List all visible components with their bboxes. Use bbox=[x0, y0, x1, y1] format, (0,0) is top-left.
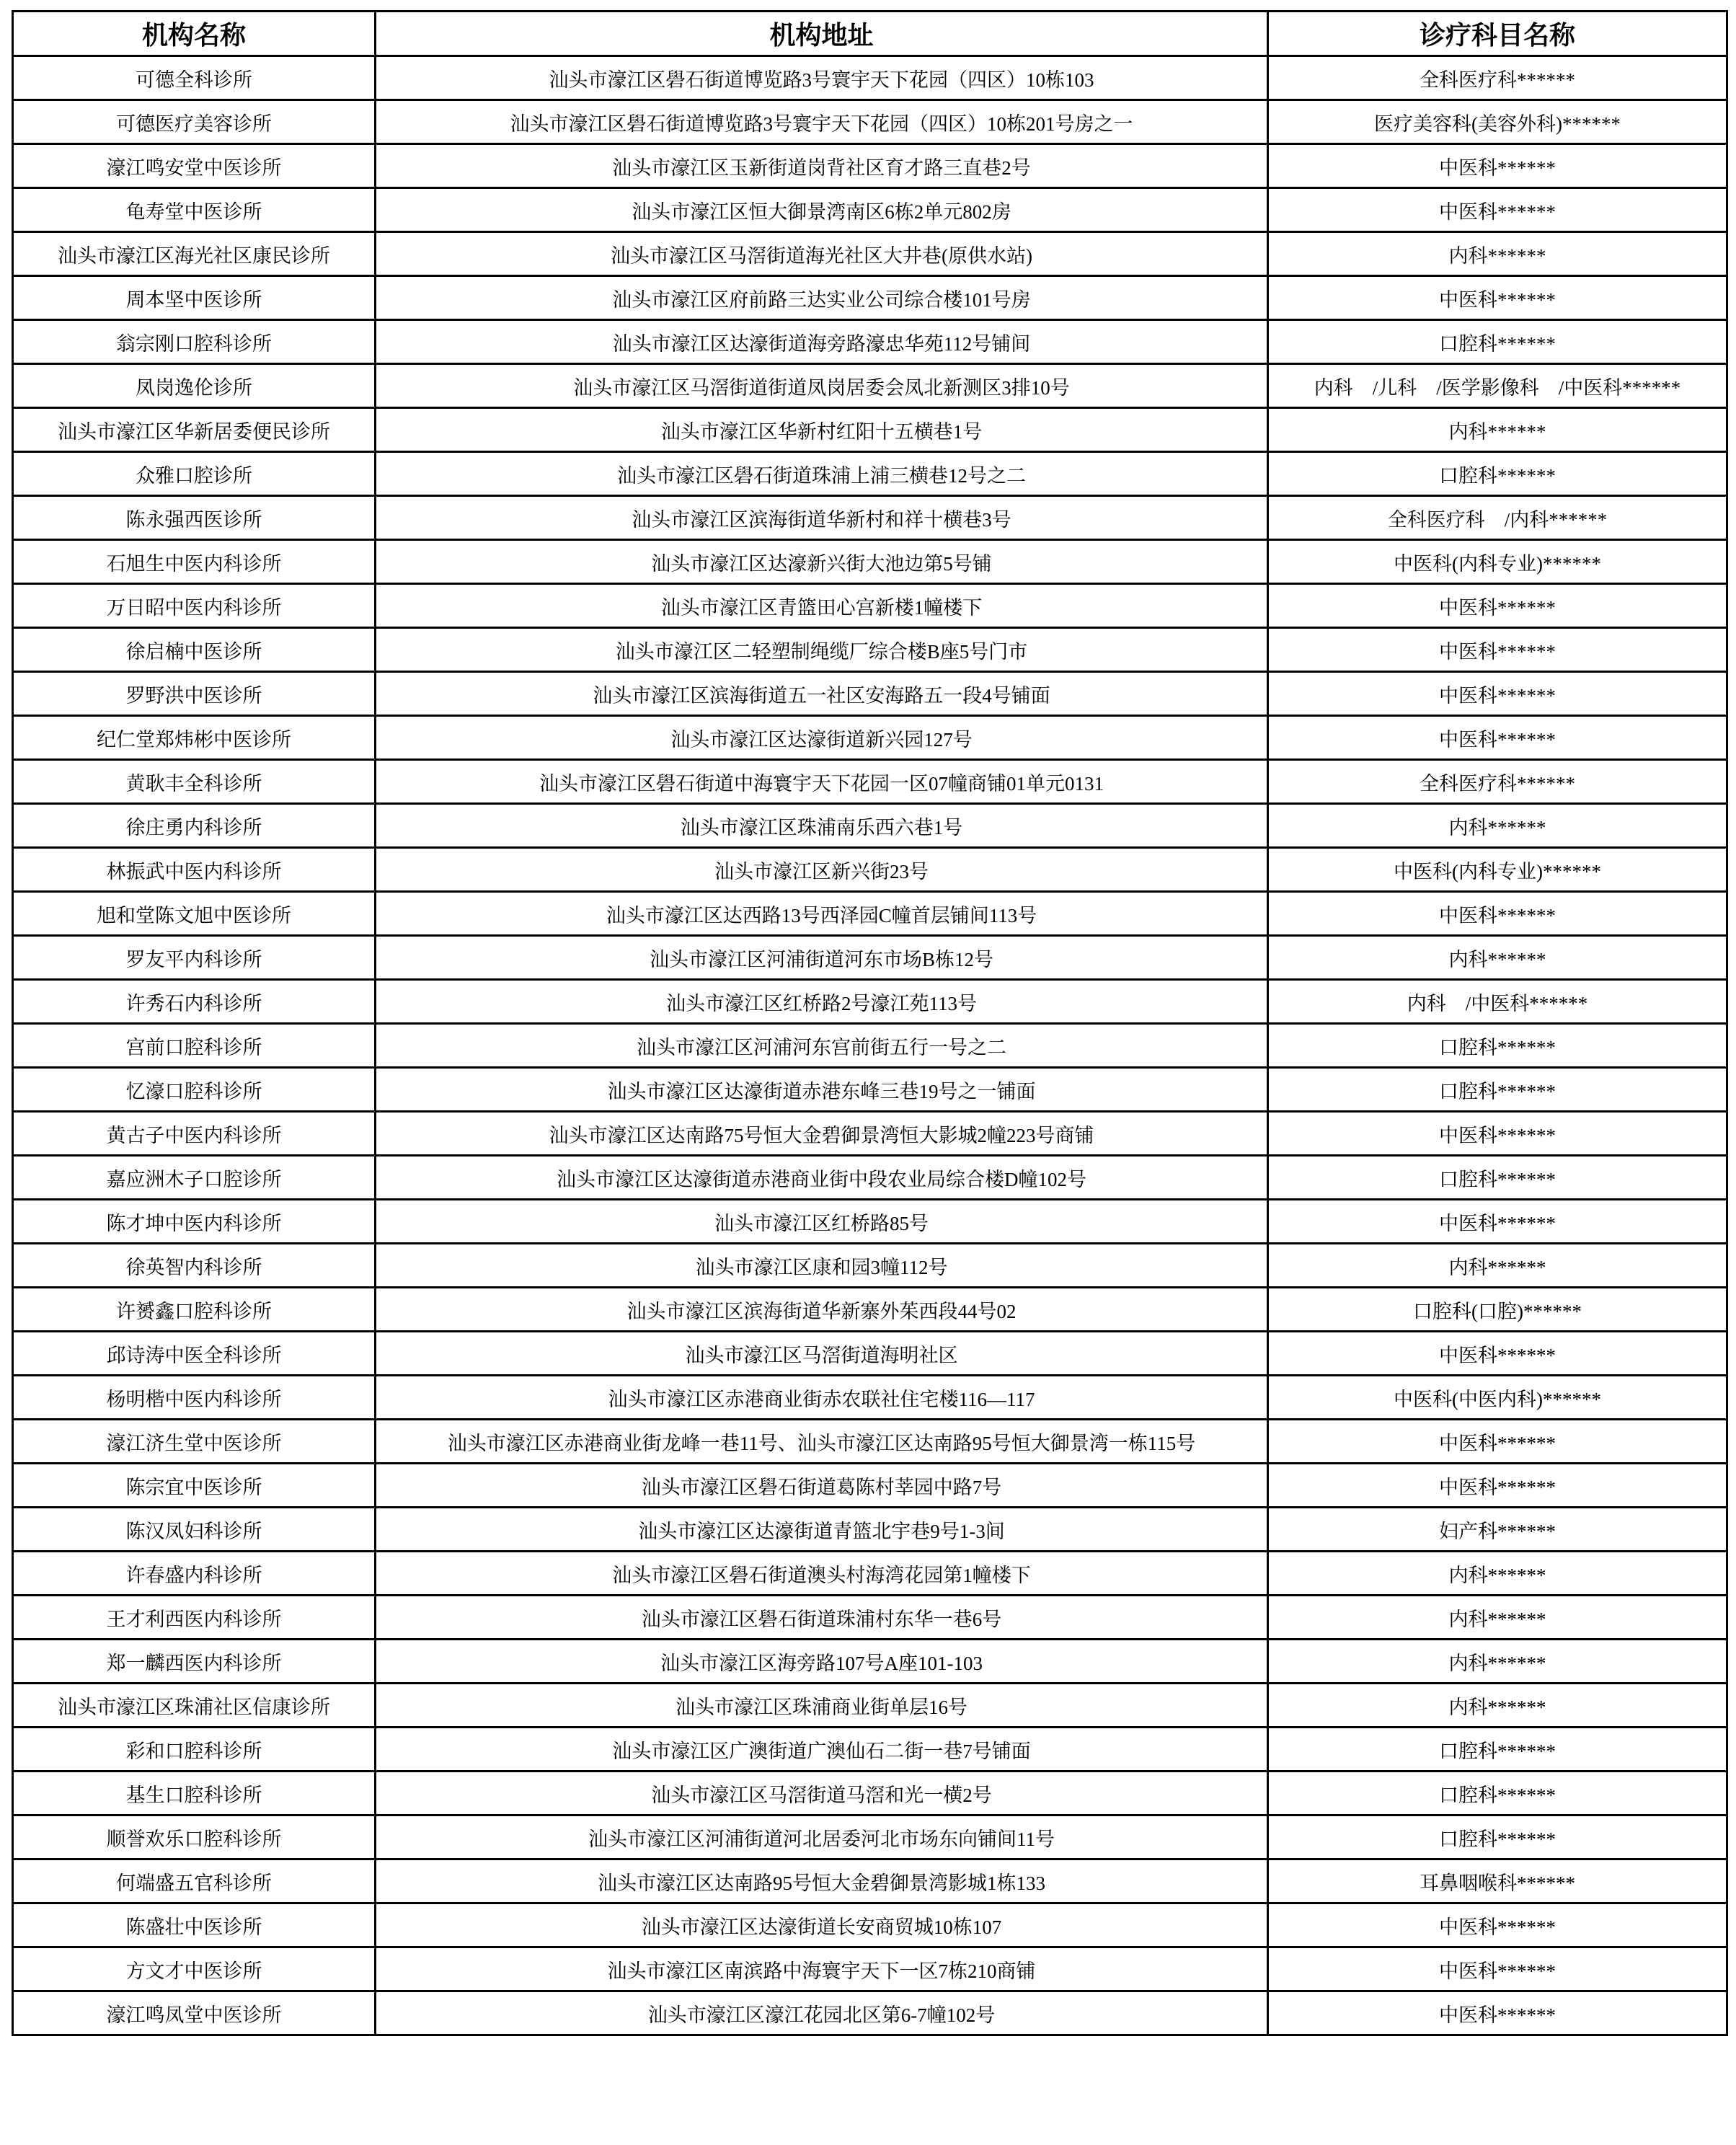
institution-name-cell: 纪仁堂郑炜彬中医诊所 bbox=[13, 716, 376, 760]
institution-name-cell: 郑一麟西医内科诊所 bbox=[13, 1640, 376, 1684]
department-cell: 口腔科(口腔)****** bbox=[1268, 1288, 1727, 1332]
institution-address-cell: 汕头市濠江区达濠街道长安商贸城10栋107 bbox=[376, 1903, 1268, 1947]
institution-address-cell: 汕头市濠江区红桥路2号濠江苑113号 bbox=[376, 980, 1268, 1024]
table-row bbox=[13, 1024, 1727, 1068]
institution-name-cell: 彩和口腔科诊所 bbox=[13, 1728, 376, 1772]
table-row bbox=[13, 540, 1727, 584]
department-cell: 中医科****** bbox=[1268, 188, 1727, 232]
institution-address-cell: 汕头市濠江区赤港商业街龙峰一巷11号、汕头市濠江区达南路95号恒大御景湾一栋115号 bbox=[376, 1420, 1268, 1464]
institution-address-cell: 汕头市濠江区马滘街道街道凤岗居委会凤北新测区3排10号 bbox=[376, 364, 1268, 408]
department-cell: 中医科****** bbox=[1268, 1947, 1727, 1991]
institution-name-cell: 濠江济生堂中医诊所 bbox=[13, 1420, 376, 1464]
department-cell: 内科 /儿科 /医学影像科 /中医科****** bbox=[1268, 364, 1727, 408]
department-cell: 内科****** bbox=[1268, 804, 1727, 848]
institution-name-cell: 陈才坤中医内科诊所 bbox=[13, 1200, 376, 1244]
institution-address-cell: 汕头市濠江区达西路13号西泽园C幢首层铺间113号 bbox=[376, 892, 1268, 936]
table-row bbox=[13, 1772, 1727, 1815]
table-row bbox=[13, 1947, 1727, 1991]
institution-address-cell: 汕头市濠江区广澳街道广澳仙石二街一巷7号铺面 bbox=[376, 1728, 1268, 1772]
table-body bbox=[13, 56, 1727, 2035]
department-cell: 内科****** bbox=[1268, 408, 1727, 452]
department-cell: 口腔科****** bbox=[1268, 452, 1727, 496]
department-cell: 口腔科****** bbox=[1268, 1772, 1727, 1815]
department-cell: 中医科(内科专业)****** bbox=[1268, 848, 1727, 892]
table-row bbox=[13, 276, 1727, 320]
department-cell: 全科医疗科****** bbox=[1268, 56, 1727, 100]
table-row bbox=[13, 1640, 1727, 1684]
institution-name-cell: 黄古子中医内科诊所 bbox=[13, 1112, 376, 1156]
institution-address-cell: 汕头市濠江区河浦街道河东市场B栋12号 bbox=[376, 936, 1268, 980]
table-row bbox=[13, 188, 1727, 232]
table-row bbox=[13, 1991, 1727, 2035]
institution-name-cell: 汕头市濠江区珠浦社区信康诊所 bbox=[13, 1684, 376, 1728]
institution-address-cell: 汕头市濠江区华新村红阳十五横巷1号 bbox=[376, 408, 1268, 452]
institution-address-cell: 汕头市濠江区濠江花园北区第6-7幢102号 bbox=[376, 1991, 1268, 2035]
institution-address-cell: 汕头市濠江区礐石街道澳头村海湾花园第1幢楼下 bbox=[376, 1552, 1268, 1596]
institution-address-cell: 汕头市濠江区河浦河东宫前街五行一号之二 bbox=[376, 1024, 1268, 1068]
department-cell: 内科****** bbox=[1268, 1684, 1727, 1728]
institution-name-cell: 王才利西医内科诊所 bbox=[13, 1596, 376, 1640]
table-row bbox=[13, 496, 1727, 540]
institution-name-cell: 濠江鸣凤堂中医诊所 bbox=[13, 1991, 376, 2035]
institution-address-cell: 汕头市濠江区滨海街道华新村和祥十横巷3号 bbox=[376, 496, 1268, 540]
table-row bbox=[13, 364, 1727, 408]
department-cell: 中医科****** bbox=[1268, 584, 1727, 628]
table-row bbox=[13, 1815, 1727, 1859]
institution-name-cell: 邱诗涛中医全科诊所 bbox=[13, 1332, 376, 1376]
institution-name-cell: 罗野洪中医诊所 bbox=[13, 672, 376, 716]
clinic-table bbox=[12, 10, 1728, 2036]
institution-address-cell: 汕头市濠江区珠浦商业街单层16号 bbox=[376, 1684, 1268, 1728]
header-institution-name: 机构名称 bbox=[13, 12, 376, 56]
institution-address-cell: 汕头市濠江区马滘街道马滘和光一横2号 bbox=[376, 1772, 1268, 1815]
institution-address-cell: 汕头市濠江区玉新街道岗背社区育才路三直巷2号 bbox=[376, 144, 1268, 188]
institution-address-cell: 汕头市濠江区珠浦南乐西六巷1号 bbox=[376, 804, 1268, 848]
table-row bbox=[13, 1156, 1727, 1200]
institution-name-cell: 许赟鑫口腔科诊所 bbox=[13, 1288, 376, 1332]
department-cell: 医疗美容科(美容外科)****** bbox=[1268, 100, 1727, 144]
table-row bbox=[13, 1508, 1727, 1552]
institution-address-cell: 汕头市濠江区礐石街道珠浦村东华一巷6号 bbox=[376, 1596, 1268, 1640]
department-cell: 中医科****** bbox=[1268, 892, 1727, 936]
institution-address-cell: 汕头市濠江区达南路75号恒大金碧御景湾恒大影城2幢223号商铺 bbox=[376, 1112, 1268, 1156]
institution-name-cell: 可德医疗美容诊所 bbox=[13, 100, 376, 144]
table-row bbox=[13, 1552, 1727, 1596]
institution-address-cell: 汕头市濠江区礐石街道葛陈村莘园中路7号 bbox=[376, 1464, 1268, 1508]
institution-name-cell: 陈盛壮中医诊所 bbox=[13, 1903, 376, 1947]
header-department-name: 诊疗科目名称 bbox=[1268, 12, 1727, 56]
table-row bbox=[13, 628, 1727, 672]
table-row bbox=[13, 1596, 1727, 1640]
department-cell: 口腔科****** bbox=[1268, 1156, 1727, 1200]
institution-address-cell: 汕头市濠江区海旁路107号A座101-103 bbox=[376, 1640, 1268, 1684]
institution-name-cell: 汕头市濠江区海光社区康民诊所 bbox=[13, 232, 376, 276]
table-row bbox=[13, 1068, 1727, 1112]
department-cell: 中医科(内科专业)****** bbox=[1268, 540, 1727, 584]
institution-address-cell: 汕头市濠江区马滘街道海光社区大井巷(原供水站) bbox=[376, 232, 1268, 276]
table-row bbox=[13, 892, 1727, 936]
institution-address-cell: 汕头市濠江区礐石街道博览路3号寰宇天下花园（四区）10栋103 bbox=[376, 56, 1268, 100]
table-row bbox=[13, 672, 1727, 716]
institution-address-cell: 汕头市濠江区府前路三达实业公司综合楼101号房 bbox=[376, 276, 1268, 320]
department-cell: 内科****** bbox=[1268, 1552, 1727, 1596]
institution-name-cell: 万日昭中医内科诊所 bbox=[13, 584, 376, 628]
department-cell: 中医科****** bbox=[1268, 628, 1727, 672]
table-row bbox=[13, 584, 1727, 628]
institution-name-cell: 林振武中医内科诊所 bbox=[13, 848, 376, 892]
department-cell: 妇产科****** bbox=[1268, 1508, 1727, 1552]
institution-name-cell: 许春盛内科诊所 bbox=[13, 1552, 376, 1596]
institution-address-cell: 汕头市濠江区达濠街道新兴园127号 bbox=[376, 716, 1268, 760]
table-row bbox=[13, 56, 1727, 100]
institution-name-cell: 陈永强西医诊所 bbox=[13, 496, 376, 540]
institution-name-cell: 忆濠口腔科诊所 bbox=[13, 1068, 376, 1112]
table-row bbox=[13, 452, 1727, 496]
table-row bbox=[13, 1112, 1727, 1156]
table-row bbox=[13, 1903, 1727, 1947]
table-row bbox=[13, 848, 1727, 892]
institution-name-cell: 基生口腔科诊所 bbox=[13, 1772, 376, 1815]
department-cell: 中医科****** bbox=[1268, 1112, 1727, 1156]
department-cell: 耳鼻咽喉科****** bbox=[1268, 1859, 1727, 1903]
institution-name-cell: 顺誉欢乐口腔科诊所 bbox=[13, 1815, 376, 1859]
institution-name-cell: 众雅口腔诊所 bbox=[13, 452, 376, 496]
department-cell: 内科****** bbox=[1268, 1596, 1727, 1640]
institution-name-cell: 陈宗宜中医诊所 bbox=[13, 1464, 376, 1508]
department-cell: 口腔科****** bbox=[1268, 1815, 1727, 1859]
department-cell: 内科****** bbox=[1268, 1244, 1727, 1288]
institution-name-cell: 汕头市濠江区华新居委便民诊所 bbox=[13, 408, 376, 452]
department-cell: 内科 /中医科****** bbox=[1268, 980, 1727, 1024]
department-cell: 内科****** bbox=[1268, 936, 1727, 980]
institution-name-cell: 石旭生中医内科诊所 bbox=[13, 540, 376, 584]
table-row bbox=[13, 936, 1727, 980]
institution-address-cell: 汕头市濠江区礐石街道博览路3号寰宇天下花园（四区）10栋201号房之一 bbox=[376, 100, 1268, 144]
institution-name-cell: 龟寿堂中医诊所 bbox=[13, 188, 376, 232]
institution-name-cell: 罗友平内科诊所 bbox=[13, 936, 376, 980]
institution-address-cell: 汕头市濠江区达南路95号恒大金碧御景湾影城1栋133 bbox=[376, 1859, 1268, 1903]
table-row bbox=[13, 1200, 1727, 1244]
institution-address-cell: 汕头市濠江区马滘街道海明社区 bbox=[376, 1332, 1268, 1376]
institution-address-cell: 汕头市濠江区青篮田心宫新楼1幢楼下 bbox=[376, 584, 1268, 628]
table-row bbox=[13, 1684, 1727, 1728]
department-cell: 中医科****** bbox=[1268, 1332, 1727, 1376]
table-row bbox=[13, 144, 1727, 188]
institution-address-cell: 汕头市濠江区达濠新兴街大池边第5号铺 bbox=[376, 540, 1268, 584]
institution-address-cell: 汕头市濠江区新兴街23号 bbox=[376, 848, 1268, 892]
department-cell: 中医科****** bbox=[1268, 672, 1727, 716]
department-cell: 中医科****** bbox=[1268, 1903, 1727, 1947]
institution-name-cell: 杨明楷中医内科诊所 bbox=[13, 1376, 376, 1420]
institution-name-cell: 周本坚中医诊所 bbox=[13, 276, 376, 320]
institution-name-cell: 陈汉凤妇科诊所 bbox=[13, 1508, 376, 1552]
department-cell: 全科医疗科****** bbox=[1268, 760, 1727, 804]
department-cell: 口腔科****** bbox=[1268, 320, 1727, 364]
table-row bbox=[13, 1464, 1727, 1508]
department-cell: 中医科****** bbox=[1268, 1200, 1727, 1244]
table-row bbox=[13, 1859, 1727, 1903]
department-cell: 口腔科****** bbox=[1268, 1024, 1727, 1068]
institution-address-cell: 汕头市濠江区礐石街道珠浦上浦三横巷12号之二 bbox=[376, 452, 1268, 496]
institution-name-cell: 旭和堂陈文旭中医诊所 bbox=[13, 892, 376, 936]
department-cell: 全科医疗科 /内科****** bbox=[1268, 496, 1727, 540]
table-row bbox=[13, 1332, 1727, 1376]
institution-address-cell: 汕头市濠江区滨海街道五一社区安海路五一段4号铺面 bbox=[376, 672, 1268, 716]
department-cell: 内科****** bbox=[1268, 232, 1727, 276]
table-row bbox=[13, 408, 1727, 452]
table-row bbox=[13, 1244, 1727, 1288]
table-row bbox=[13, 804, 1727, 848]
table-row bbox=[13, 1420, 1727, 1464]
department-cell: 中医科****** bbox=[1268, 716, 1727, 760]
institution-address-cell: 汕头市濠江区恒大御景湾南区6栋2单元802房 bbox=[376, 188, 1268, 232]
department-cell: 内科****** bbox=[1268, 1640, 1727, 1684]
institution-address-cell: 汕头市濠江区二轻塑制绳缆厂综合楼B座5号门市 bbox=[376, 628, 1268, 672]
institution-address-cell: 汕头市濠江区礐石街道中海寰宇天下花园一区07幢商铺01单元0131 bbox=[376, 760, 1268, 804]
department-cell: 口腔科****** bbox=[1268, 1068, 1727, 1112]
department-cell: 中医科****** bbox=[1268, 1464, 1727, 1508]
institution-address-cell: 汕头市濠江区达濠街道海旁路濠忠华苑112号铺间 bbox=[376, 320, 1268, 364]
institution-name-cell: 可德全科诊所 bbox=[13, 56, 376, 100]
institution-address-cell: 汕头市濠江区河浦街道河北居委河北市场东向铺间11号 bbox=[376, 1815, 1268, 1859]
department-cell: 口腔科****** bbox=[1268, 1728, 1727, 1772]
institution-name-cell: 宫前口腔科诊所 bbox=[13, 1024, 376, 1068]
institution-name-cell: 徐庄勇内科诊所 bbox=[13, 804, 376, 848]
institution-name-cell: 黄耿丰全科诊所 bbox=[13, 760, 376, 804]
header-institution-address: 机构地址 bbox=[376, 12, 1268, 56]
institution-name-cell: 濠江鸣安堂中医诊所 bbox=[13, 144, 376, 188]
institution-name-cell: 何端盛五官科诊所 bbox=[13, 1859, 376, 1903]
table-row bbox=[13, 760, 1727, 804]
institution-address-cell: 汕头市濠江区红桥路85号 bbox=[376, 1200, 1268, 1244]
institution-name-cell: 凤岗逸伦诊所 bbox=[13, 364, 376, 408]
institution-name-cell: 徐启楠中医诊所 bbox=[13, 628, 376, 672]
department-cell: 中医科(中医内科)****** bbox=[1268, 1376, 1727, 1420]
department-cell: 中医科****** bbox=[1268, 1420, 1727, 1464]
table-row bbox=[13, 100, 1727, 144]
institution-name-cell: 嘉应洲木子口腔诊所 bbox=[13, 1156, 376, 1200]
institution-address-cell: 汕头市濠江区赤港商业街赤农联社住宅楼116—117 bbox=[376, 1376, 1268, 1420]
table-row bbox=[13, 980, 1727, 1024]
institution-address-cell: 汕头市濠江区达濠街道赤港东峰三巷19号之一铺面 bbox=[376, 1068, 1268, 1112]
table-row bbox=[13, 1728, 1727, 1772]
table-row bbox=[13, 232, 1727, 276]
institution-address-cell: 汕头市濠江区南滨路中海寰宇天下一区7栋210商铺 bbox=[376, 1947, 1268, 1991]
institution-address-cell: 汕头市濠江区达濠街道赤港商业街中段农业局综合楼D幢102号 bbox=[376, 1156, 1268, 1200]
institution-address-cell: 汕头市濠江区达濠街道青篮北宇巷9号1-3间 bbox=[376, 1508, 1268, 1552]
department-cell: 中医科****** bbox=[1268, 1991, 1727, 2035]
institution-name-cell: 方文才中医诊所 bbox=[13, 1947, 376, 1991]
table-row bbox=[13, 1376, 1727, 1420]
table-row bbox=[13, 716, 1727, 760]
department-cell: 中医科****** bbox=[1268, 276, 1727, 320]
institution-name-cell: 许秀石内科诊所 bbox=[13, 980, 376, 1024]
table-header-row bbox=[13, 12, 1727, 56]
institution-name-cell: 徐英智内科诊所 bbox=[13, 1244, 376, 1288]
table-row bbox=[13, 1288, 1727, 1332]
institution-address-cell: 汕头市濠江区康和园3幢112号 bbox=[376, 1244, 1268, 1288]
department-cell: 中医科****** bbox=[1268, 144, 1727, 188]
institution-name-cell: 翁宗刚口腔科诊所 bbox=[13, 320, 376, 364]
table-row bbox=[13, 320, 1727, 364]
institution-address-cell: 汕头市濠江区滨海街道华新寨外茱西段44号02 bbox=[376, 1288, 1268, 1332]
